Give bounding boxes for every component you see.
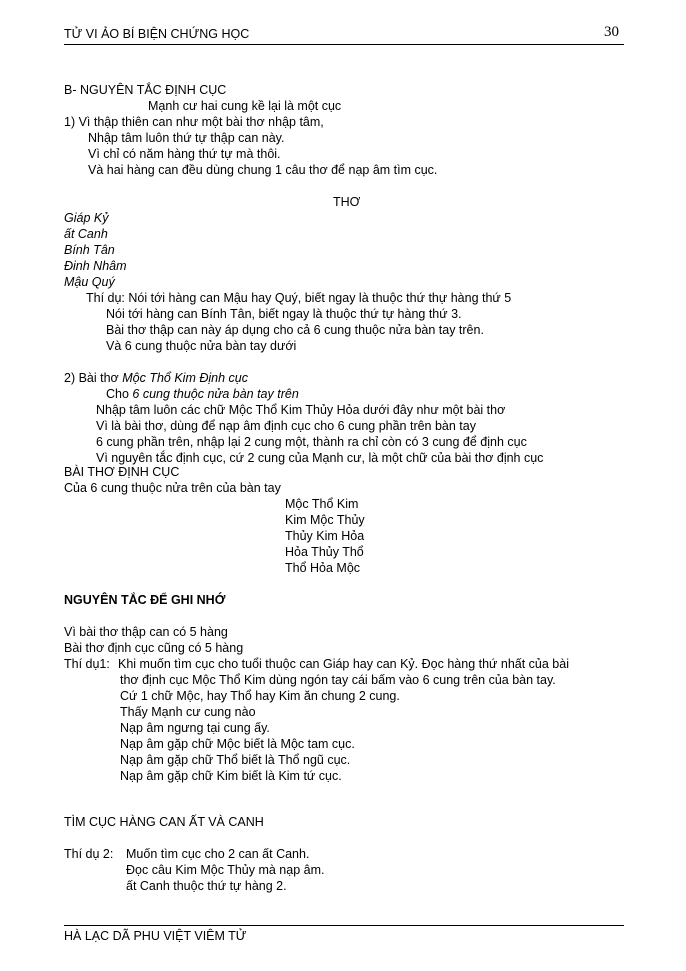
section-b-heading: B- NGUYÊN TẮC ĐỊNH CỤC xyxy=(64,83,227,97)
item2-line4: Vì nguyên tắc định cục, cứ 2 cung của Mạnh cư, là một chữ của bài thơ định cục xyxy=(96,451,544,465)
example2-line8: Nạp âm gặp chữ Kim biết là Kim tứ cục. xyxy=(120,769,342,783)
item2-for-line xyxy=(106,386,299,402)
item2-for-italic: 6 cung thuộc nửa bàn tay trên xyxy=(132,387,299,401)
section-b-subtitle: Mạnh cư hai cung kề lại là một cục xyxy=(148,99,342,113)
page-number: 30 xyxy=(604,24,619,40)
example2-line5: Nạp âm ngưng tại cung ấy. xyxy=(120,721,270,735)
example2-line7: Nạp âm gặp chữ Thổ biết là Thổ ngũ cục. xyxy=(120,753,351,767)
example3-line1: Muốn tìm cục cho 2 can ất Canh. xyxy=(126,847,310,861)
item1-line4: Và hai hàng can đều dùng chung 1 câu thơ để nạp âm tìm cục. xyxy=(88,163,438,177)
header-title: TỬ VI ẢO BÍ BIỆN CHỨNG HỌC xyxy=(64,27,250,41)
poem-line-2: ất Canh xyxy=(64,227,108,241)
poem2-heading: BÀI THƠ ĐỊNH CỤC xyxy=(64,465,180,479)
example2-line2: thơ định cục Mộc Thổ Kim dùng ngón tay cái bấm vào 6 cung trên của bàn tay. xyxy=(120,673,556,687)
item2-title-line xyxy=(64,370,248,386)
item2-line1: Nhập tâm luôn các chữ Mộc Thổ Kim Thủy Hỏa dưới đây như một bài thơ xyxy=(96,403,506,417)
poem-line-1: Giáp Kỷ xyxy=(64,211,109,225)
footer-rule xyxy=(64,925,624,926)
item1-line2: Nhập tâm luôn thứ tự thập can này. xyxy=(88,131,285,145)
example2-line3: Cứ 1 chữ Mộc, hay Thổ hay Kim ăn chung 2 cung. xyxy=(120,689,400,703)
poem2-line-4: Hỏa Thủy Thổ xyxy=(285,545,364,559)
example1-line3: Bài thơ thập can này áp dụng cho cả 6 cung thuộc nửa bàn tay trên. xyxy=(106,323,484,337)
at-canh-heading: TÌM CỤC HÀNG CAN ẤT VÀ CANH xyxy=(64,815,264,829)
example3-label: Thí dụ 2: xyxy=(64,847,114,861)
poem-line-4: Đinh Nhâm xyxy=(64,259,127,273)
item2-for-prefix: Cho xyxy=(106,387,133,401)
example1-line2: Nói tới hàng can Bính Tân, biết ngay là thuộc thứ tự hàng thứ 3. xyxy=(106,307,462,321)
example2-line4: Thấy Mạnh cư cung nào xyxy=(120,705,256,719)
example3-line3: ất Canh thuộc thứ tự hàng 2. xyxy=(126,879,287,893)
poem2-line-1: Mộc Thổ Kim xyxy=(285,497,359,511)
header-rule xyxy=(64,44,624,45)
footer-text: HÀ LẠC DÃ PHU VIỆT VIÊM TỬ xyxy=(64,929,247,943)
memory-line1: Vì bài thơ thập can có 5 hàng xyxy=(64,625,228,639)
example2-line6: Nạp âm gặp chữ Mộc biết là Mộc tam cục. xyxy=(120,737,355,751)
tho-label: THƠ xyxy=(333,195,361,209)
example1-line1: Thí dụ: Nói tới hàng can Mậu hay Quý, biết ngay là thuộc thứ thự hàng thứ 5 xyxy=(86,291,512,305)
poem-line-3: Bính Tân xyxy=(64,243,115,257)
example2-label: Thí dụ1: xyxy=(64,657,110,671)
item2-prefix: 2) Bài thơ xyxy=(64,371,123,385)
item1-line1: 1) Vì thập thiên can như một bài thơ nhập tâm, xyxy=(64,115,324,129)
item2-line2: Vì là bài thơ, dùng để nạp âm định cục cho 6 cung phần trên bàn tay xyxy=(96,419,476,433)
poem2-line-5: Thổ Hỏa Mộc xyxy=(285,561,361,575)
poem-line-5: Mậu Quý xyxy=(64,275,115,289)
memory-line2: Bài thơ định cục cũng có 5 hàng xyxy=(64,641,244,655)
item2-title: Mộc Thổ Kim Định cục xyxy=(122,371,248,385)
example2-line1: Khi muốn tìm cục cho tuổi thuộc can Giáp hay can Kỷ. Đọc hàng thứ nhất của bài xyxy=(118,657,569,671)
poem2-subtitle: Của 6 cung thuộc nửa trên của bàn tay xyxy=(64,481,281,495)
item1-line3: Vì chỉ có năm hàng thứ tự mà thôi. xyxy=(88,147,281,161)
example3-line2: Đọc câu Kim Mộc Thủy mà nạp âm. xyxy=(126,863,325,877)
poem2-line-2: Kim Mộc Thủy xyxy=(285,513,365,527)
poem2-line-3: Thủy Kim Hỏa xyxy=(285,529,365,543)
memory-heading: NGUYÊN TẮC ĐỂ GHI NHỚ xyxy=(64,593,226,607)
item2-line3: 6 cung phần trên, nhập lại 2 cung một, thành ra chỉ còn có 3 cung để định cục xyxy=(96,435,527,449)
example1-line4: Và 6 cung thuộc nửa bàn tay dưới xyxy=(106,339,297,353)
